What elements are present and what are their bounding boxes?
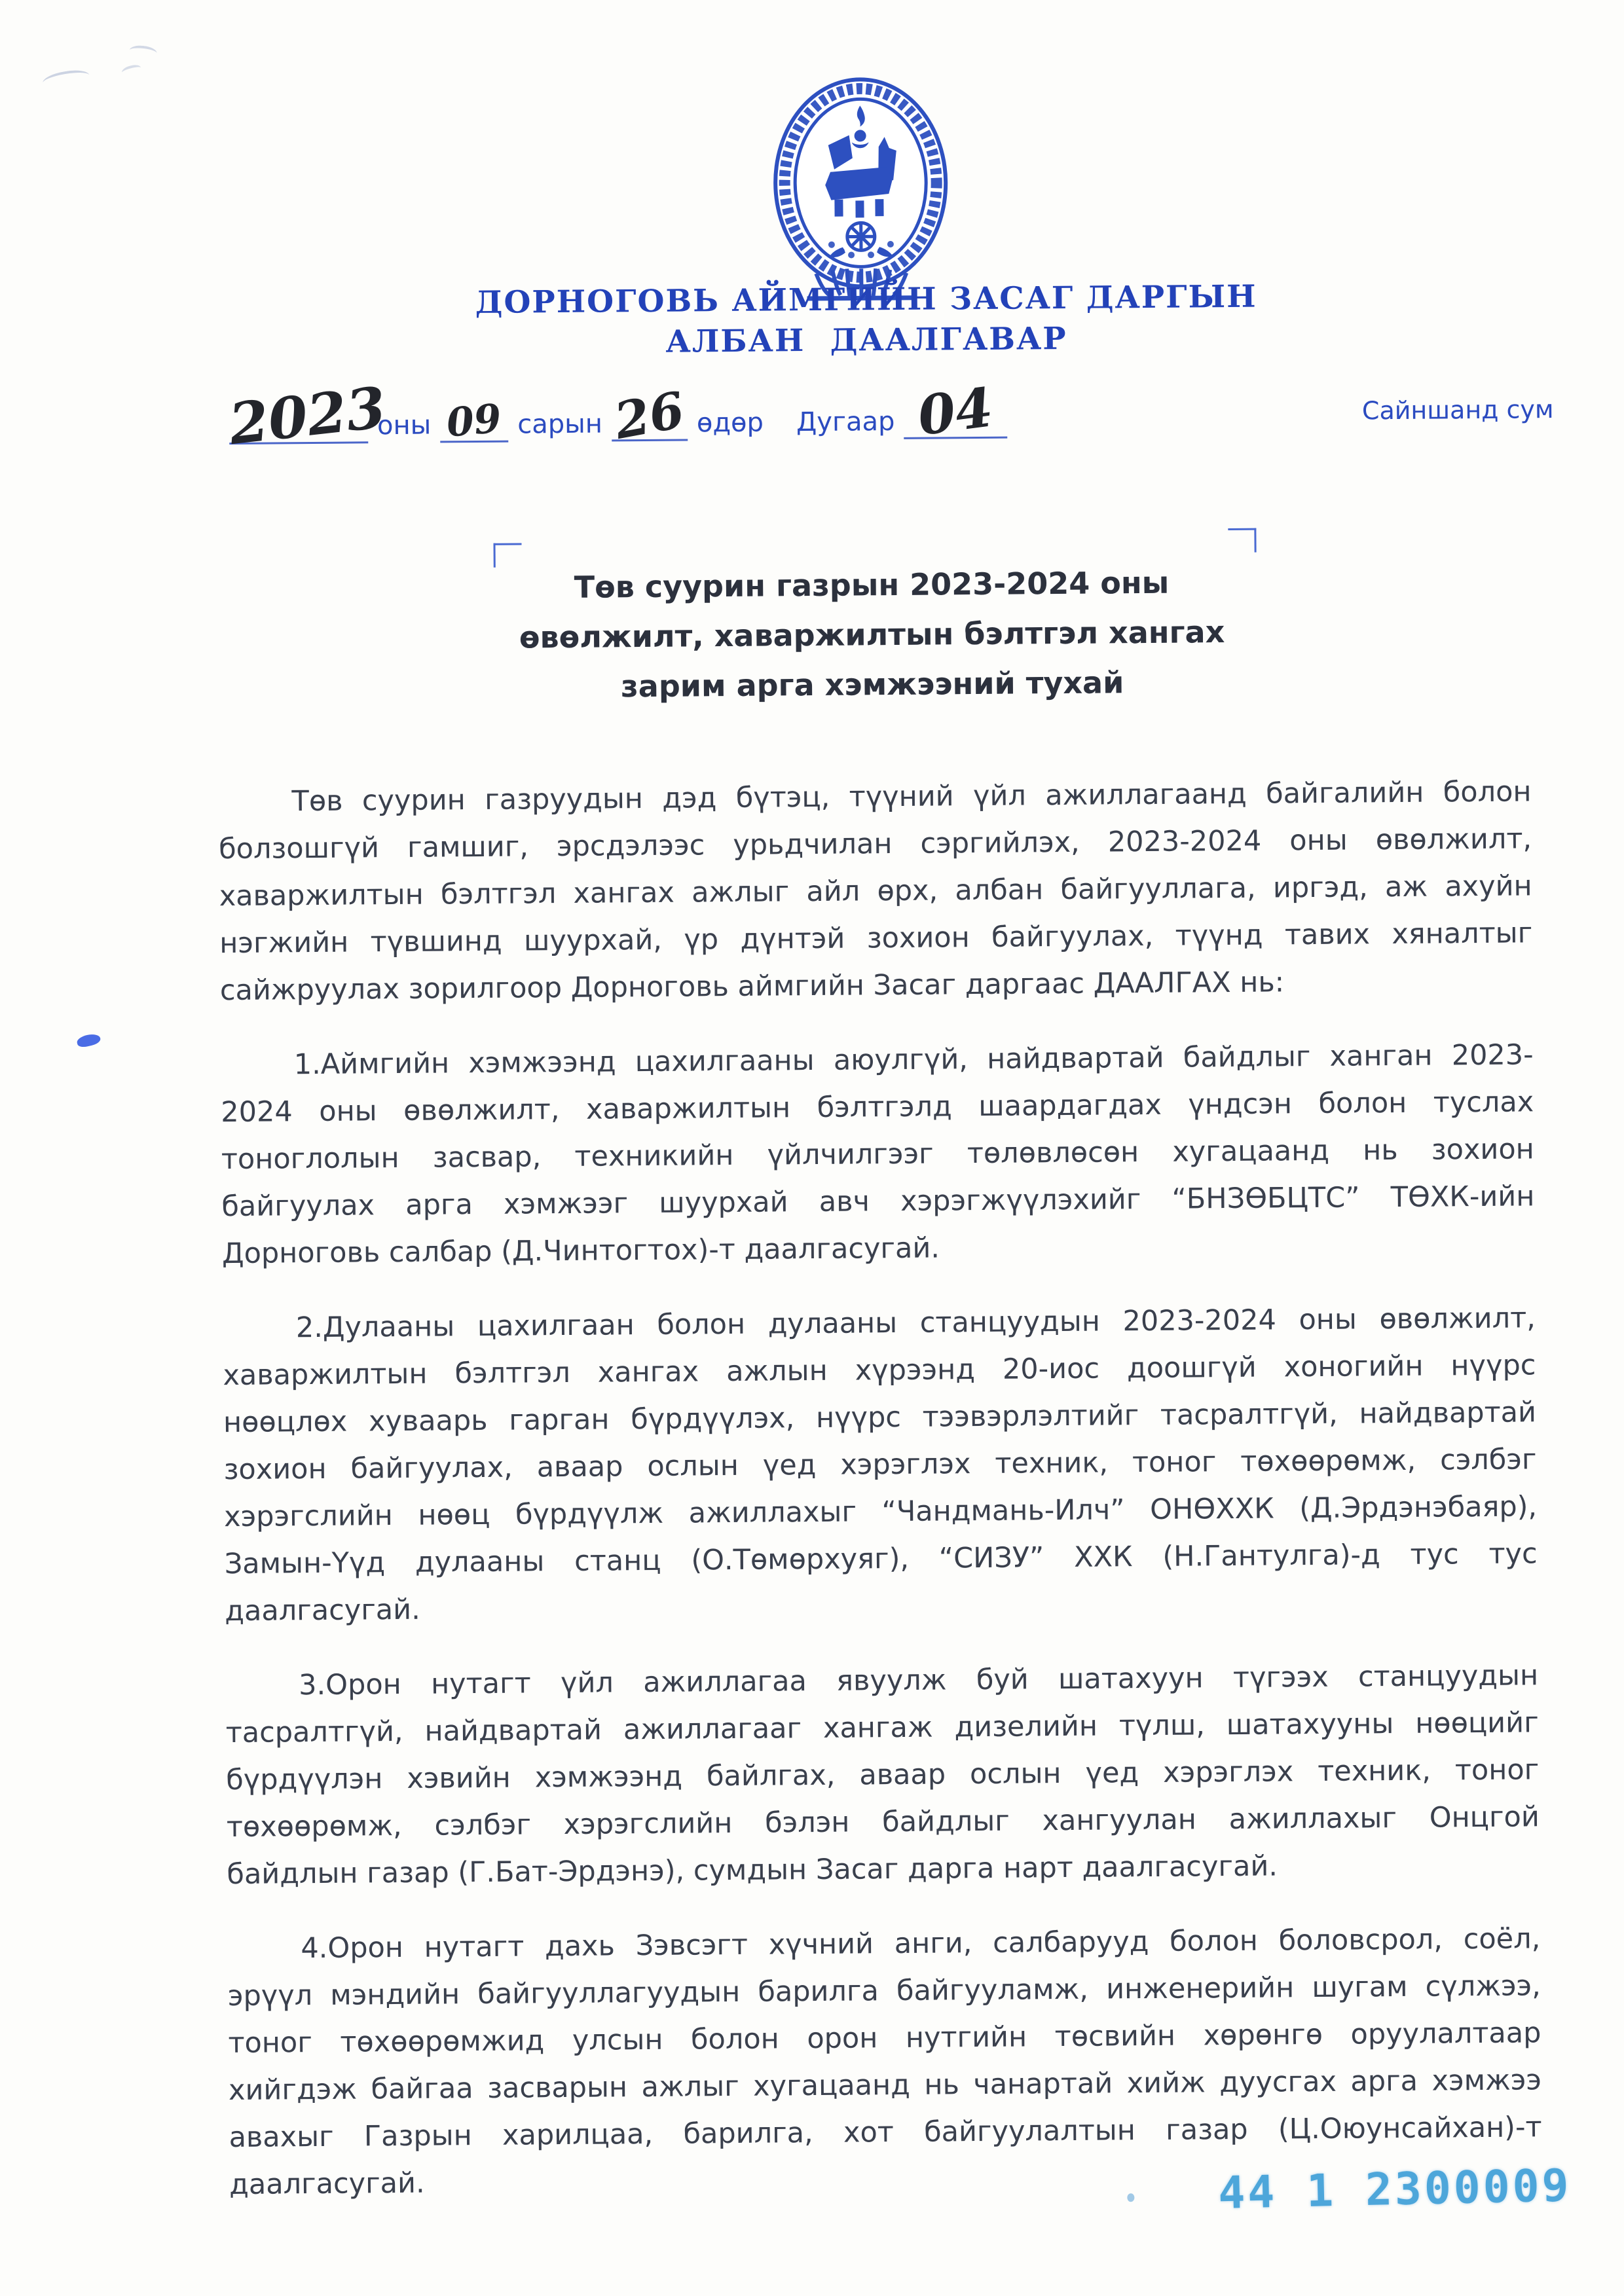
body-line: нэгжийн түвшинд шуурхай, үр дүнтэй зохион байгуулах, түүнд тавих хяналтыг — [219, 917, 1533, 960]
subject-line: өвөлжилт, хаваржилтын бэлтгэл хангах — [519, 614, 1225, 655]
month-label: сарын — [517, 409, 603, 440]
pencil-smudge-mark — [41, 67, 90, 90]
body-line: нөөцлөх хуваарь гарган бүрдүүлэх, нүүрс тээвэрлэлтийг тасралтгүй, найдвартай — [223, 1396, 1537, 1440]
document-type-line2: АЛБАН ДААЛГАВАР — [665, 320, 1067, 360]
pencil-smudge-mark — [121, 64, 143, 77]
body-line: 1.Аймгийн хэмжээнд цахилгааны аюулгүй, найдвартай байдлыг ханган 2023- — [293, 1038, 1534, 1082]
body-line: зохион байгуулах, аваар ослын үед хэрэглэх техник, тоног төхөөрөмж, сэлбэг — [223, 1443, 1537, 1487]
mongolia-state-emblem-icon — [767, 72, 954, 304]
subject-line: зарим арга хэмжээний тухай — [620, 665, 1124, 704]
body-line: 3.Орон нутагт үйл ажиллагаа явуулж буй шатахуун түгээх станцуудын — [298, 1659, 1539, 1702]
body-line: хэрэгслийн нөөц бүрдүүлж ажиллахыг “Чандмань-Илч” ОНӨХХК (Д.Эрдэнэбаяр), — [223, 1490, 1538, 1534]
location-label: Сайншанд сум — [1361, 395, 1554, 426]
number-blank — [904, 376, 1008, 448]
body-line: 4.Орон нутагт дахь Зэвсэгт хүчний анги, салбарууд болон боловсрол, соёл, — [301, 1922, 1541, 1965]
body-line: байгуулах арга хэмжээг шуурхай авч хэрэгжүүлэхийг “БНЗӨБЦТС” ТӨХК-ийн — [221, 1180, 1535, 1224]
body-line: авахыг Газрын харилцаа, барилга, хот байгуулалтын газар (Ц.Оюунсайхан)-т — [229, 2111, 1542, 2155]
body-line: тоноглолын засвар, техникийн үйлчилгээг төлөвлөсөн хугацаанд нь зохион — [221, 1133, 1534, 1176]
body-line: тоног төхөөрөмжид улсын болон орон нутгийн төсвийн хөрөнгө оруулалтаар — [228, 2016, 1541, 2060]
subject-title — [217, 555, 1528, 714]
stamp-ink-dot — [1127, 2193, 1134, 2202]
directive-paragraph-2 — [223, 1294, 1538, 1635]
day-blank — [610, 380, 689, 450]
intro-paragraph — [218, 768, 1533, 1014]
year-label: оны — [377, 410, 432, 441]
pencil-smudge-mark — [129, 45, 158, 60]
body-line: сайжруулах зорилгоор Дорноговь аймгийн Засаг даргаас ДААЛГАХ нь: — [219, 966, 1285, 1008]
document-number-group — [796, 376, 1008, 448]
body-line: хаваржилтын бэлтгэл хангах ажлыг айл өрх, албан байгууллага, иргэд, аж ахуйн — [219, 869, 1532, 913]
body-line: хийгдэж байгаа засварын ажлыг хугацаанд нь чанартай хийж дуусгах арга хэмжээ — [228, 2064, 1542, 2107]
document-header — [211, 274, 1521, 366]
body-line: төхөөрөмж, сэлбэг хэрэгслийн бэлэн байдлыг хангуулан ажиллахыг Онцгой — [226, 1800, 1540, 1844]
body-line: бүрдүүлэн хэвийн хэмжээнд байлгах, аваар ослын үед хэрэглэх техник, тоног — [226, 1753, 1540, 1797]
body-line: Төв суурин газруудын дэд бүтэц, түүний үйл ажиллагаанд байгалийн болон — [291, 775, 1532, 818]
document-body — [218, 768, 1542, 2236]
month-blank — [440, 395, 508, 446]
day-label: өдөр — [696, 407, 764, 439]
blue-ink-mark — [76, 1032, 101, 1048]
body-line: 2.Дулааны цахилгаан болон дулааны станцуудын 2023-2024 оны өвөлжилт, — [295, 1302, 1536, 1345]
body-line: болзошгүй гамшиг, эрсдэлээс урьдчилан сэргийлэх, 2023-2024 оны өвөлжилт, — [218, 822, 1532, 866]
number-label: Дугаар — [796, 406, 895, 438]
body-line: 2024 оны өвөлжилт, хаваржилтын бэлтгэлд шаардагдах үндсэн болон туслах — [221, 1085, 1534, 1129]
date-group — [225, 374, 773, 458]
handwritten-month: 09 — [445, 395, 504, 446]
subject-line: Төв суурин газрын 2023-2024 оны — [574, 564, 1170, 605]
directive-paragraph-3 — [225, 1652, 1540, 1898]
body-line: Дорноговь салбар (Д.Чинтогтох)-т даалгасугай. — [221, 1231, 940, 1271]
directive-paragraph-1 — [220, 1031, 1535, 1277]
corner-bracket-right-icon — [1228, 528, 1256, 553]
body-line: даалгасугай. — [225, 1593, 420, 1628]
handwritten-number: 04 — [914, 376, 997, 448]
handwritten-year: 2023 — [225, 374, 390, 458]
issuing-authority-line1: ДОРНОГОВЬ АЙМГИЙН ЗАСАГ ДАРГЫН — [475, 278, 1257, 321]
body-line: байдлын газар (Г.Бат-Эрдэнэ), сумдын Засаг дарга нарт даалгасугай. — [227, 1850, 1278, 1891]
body-line: Замын-Үүд дулааны станц (О.Төмөрхуяг), “СИЗУ” ХХК (Н.Гантулга)-д тус тус — [224, 1537, 1538, 1581]
body-line: тасралтгүй, найдвартай ажиллагааг хангаж дизелийн түлш, шатахууны нөөцийг — [225, 1706, 1539, 1750]
dateline — [0, 360, 1620, 458]
body-line: хаваржилтын бэлтгэл хангах ажлын хүрээнд 20-иос доошгүй хоногийн нүүрс — [223, 1349, 1536, 1393]
handwritten-day: 26 — [610, 380, 689, 450]
year-blank — [225, 374, 390, 458]
body-line: эрүүл мэндийн байгууллагуудын барилга байгууламж, инженерийн шугам сүлжээ, — [227, 1969, 1541, 2013]
stamp-serial-number: 44 1 2300009 — [1217, 2160, 1572, 2219]
body-line: даалгасугай. — [229, 2166, 425, 2202]
